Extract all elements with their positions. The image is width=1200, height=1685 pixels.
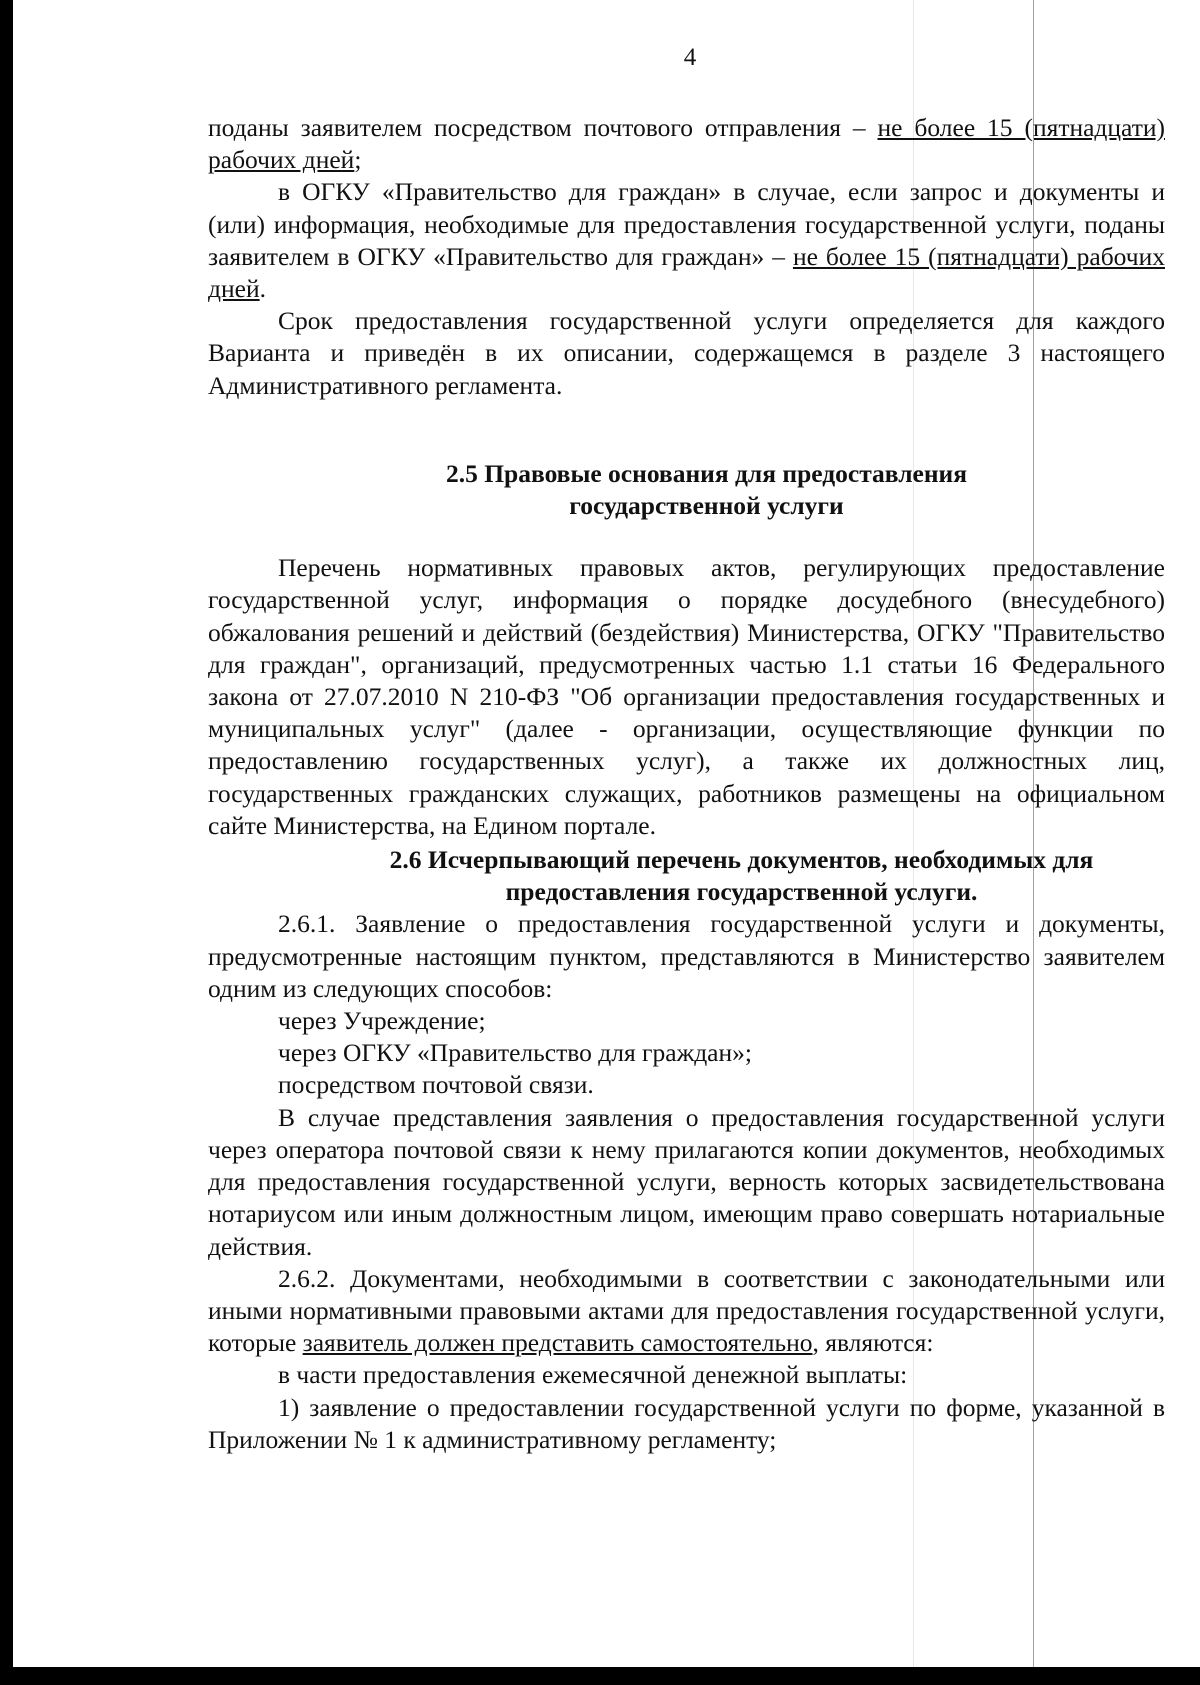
scan-border-bottom <box>0 1667 1200 1685</box>
paragraph-end: ; <box>354 145 362 175</box>
list-item-application-form: 1) заявление о предоставлении государственной услуги по форме, указанной в Приложении № 1 к административному регламенту; <box>208 1392 1165 1454</box>
paragraph-text: 2.6.2. Документами, необходимыми в соответствии с законодательными или иными нормативными правовыми актами для предоставления государственной услуги, которые <box>208 1263 1165 1358</box>
paragraph-postal-copies: В случае представления заявления о предоставления государственной услуги через оператора почтовой связи к нему прилагаются копии документов, необходимых для предоставления государственной услуги, верность которых засвидетельствована нотариусом или иным должностным лицом, имеющим право совершать нотариальные действия. <box>208 1102 1165 1261</box>
paragraph-end: , являются: <box>812 1328 934 1358</box>
section-2-6-heading <box>208 844 1165 908</box>
submission-way-ogku: через ОГКУ «Правительство для граждан»; <box>278 1038 752 1068</box>
paragraph-text: поданы заявителем посредством почтового отправления – <box>208 113 878 142</box>
paragraph-mail-deadline <box>208 112 1165 176</box>
page-number: 4 <box>683 44 697 71</box>
paragraph-2-6-2 <box>208 1263 1165 1360</box>
submission-way-post: посредством почтовой связи. <box>278 1070 594 1100</box>
heading-line: государственной услуги <box>569 491 844 521</box>
applicant-must-submit-underlined: заявитель должен представить самостоятельно <box>302 1328 813 1358</box>
scan-border-left <box>0 0 13 1685</box>
section-2-5-heading <box>208 458 1165 522</box>
paragraph-monthly-payment: в части предоставления ежемесячной денежной выплаты: <box>278 1360 908 1390</box>
paragraph-text: в ОГКУ «Правительство для граждан» в случае, если запрос и документы и (или) информация, необходимые для предоставления государственной услуги, поданы заявителем в ОГКУ «Правительство для граждан» – <box>208 177 1165 271</box>
paragraph-end: . <box>259 274 266 304</box>
deadline-underlined: не более 15 (пятнадцати) рабочих дней <box>208 241 1165 304</box>
paragraph-2-6-1: 2.6.1. Заявление о предоставления государственной услуги и документы, предусмотренные настоящим пунктом, представляются в Министерство заявителем одним из следующих способов: <box>208 909 1165 1003</box>
heading-line: 2.5 Правовые основания для предоставления <box>445 458 968 488</box>
document-body <box>208 112 1165 1456</box>
paragraph-ogku-deadline <box>208 176 1165 305</box>
paragraph-service-term: Срок предоставления государственной услуги определяется для каждого Варианта и приведён в их описании, содержащемся в разделе 3 настоящего Административного регламента. <box>208 306 1165 400</box>
submission-way-institution: через Учреждение; <box>278 1006 486 1036</box>
heading-line: предоставления государственной услуги. <box>505 877 978 907</box>
deadline-underlined: не более 15 (пятнадцати) рабочих дней <box>208 113 1165 175</box>
paragraph-legal-acts: Перечень нормативных правовых актов, регулирующих предоставление государственной услуг, информация о порядке досудебного (внесудебного) обжалования решений и действий (бездействия) Министерства, ОГКУ "Правительство для граждан", организаций, предусмотренных частью 1.1 статьи 16 Федерального закона от 27.07.2010 N 210-ФЗ "Об организации предоставления государственных и муниципальных услуг" (далее - организации, осуществляющие функции по предоставлению государственных услуг), а также их должностных лиц, государственных гражданских служащих, работников размещены на официальном сайте Министерства, на Едином портале. <box>208 553 1165 840</box>
heading-line: 2.6 Исчерпывающий перечень документов, необходимых для <box>389 845 1094 875</box>
